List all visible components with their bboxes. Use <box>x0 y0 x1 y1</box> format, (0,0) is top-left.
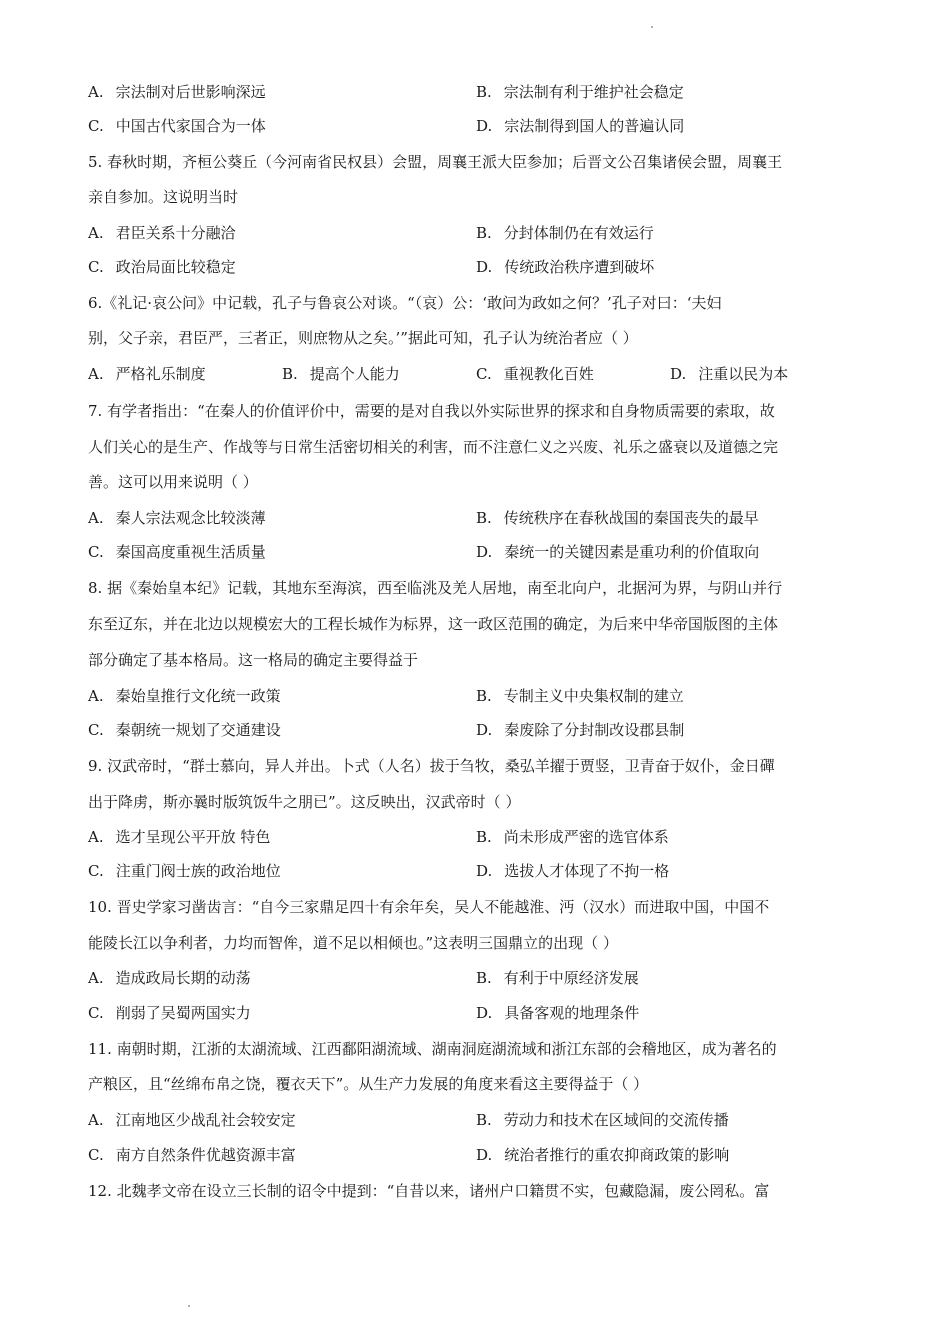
q10-option-d: D. 具备客观的地理条件 <box>476 1004 640 1022</box>
q11-option-a: A. 江南地区少战乱社会较安定 <box>88 1111 296 1129</box>
q7-option-d: D. 秦统一的关键因素是重功利的价值取向 <box>476 543 760 561</box>
q7-option-a: A. 秦人宗法观念比较淡薄 <box>88 509 266 527</box>
q8-stem-line-3: 部分确定了基本格局。这一格局的确定主要得益于 <box>88 651 419 669</box>
q7-option-c: C. 秦国高度重视生活质量 <box>88 543 266 561</box>
q10-option-a: A. 造成政局长期的动荡 <box>88 969 251 987</box>
q9-stem-line-1: 9. 汉武帝时，“群士慕向，异人并出。卜式（人名）拔于刍牧，桑弘羊擢于贾竖，卫青奋于奴仆，金日磾 <box>88 757 775 775</box>
q9-option-a: A. 选才呈现公平开放 特色 <box>88 828 271 846</box>
q8-option-a: A. 秦始皇推行文化统一政策 <box>88 687 281 705</box>
q4-option-d: D. 宗法制得到国人的普遍认同 <box>476 117 685 135</box>
scan-mark <box>188 1305 190 1307</box>
q11-option-b: B. 劳动力和技术在区域间的交流传播 <box>476 1111 729 1129</box>
q4-option-b: B. 宗法制有利于维护社会稳定 <box>476 83 684 101</box>
q8-option-c: C. 秦朝统一规划了交通建设 <box>88 721 281 739</box>
q9-option-b: B. 尚未形成严密的选官体系 <box>476 828 669 846</box>
q11-stem-line-2: 产粮区，且“丝绵布帛之饶，覆衣天下”。从生产力发展的角度来看这主要得益于（ ） <box>88 1075 649 1093</box>
q6-stem-line-1: 6.《礼记·哀公问》中记载，孔子与鲁哀公对谈。“（哀）公：‘敢问为政如之何？’孔子对曰：‘夫妇 <box>88 294 722 312</box>
q11-stem-line-1: 11. 南朝时期，江浙的太湖流域、江西鄱阳湖流域、湖南洞庭湖流域和浙江东部的会稽地区，成为著名的 <box>88 1040 777 1058</box>
q7-option-b: B. 传统秩序在春秋战国的秦国丧失的最早 <box>476 509 759 527</box>
q6-option-c: C. 重视教化百姓 <box>476 365 594 383</box>
q9-stem-line-2: 出于降虏，斯亦曩时版筑饭牛之朋已”。这反映出，汉武帝时（ ） <box>88 793 521 811</box>
q5-stem-line-1: 5. 春秋时期，齐桓公葵丘（今河南省民权县）会盟，周襄王派大臣参加；后晋文公召集诸侯会盟，周襄王 <box>88 153 783 171</box>
q12-stem-line-1: 12. 北魏孝文帝在设立三长制的诏令中提到：“自昔以来，诸州户口籍贯不实，包藏隐漏，废公罔私。富 <box>88 1182 770 1200</box>
q10-option-b: B. 有利于中原经济发展 <box>476 969 639 987</box>
q9-option-c: C. 注重门阀士族的政治地位 <box>88 862 281 880</box>
q11-option-d: D. 统治者推行的重农抑商政策的影响 <box>476 1146 730 1164</box>
q5-option-d: D. 传统政治秩序遭到破坏 <box>476 258 655 276</box>
q6-option-b: B. 提高个人能力 <box>282 365 400 383</box>
q9-option-d: D. 选拔人才体现了不拘一格 <box>476 862 670 880</box>
q4-option-c: C. 中国古代家国合为一体 <box>88 117 266 135</box>
q5-stem-line-2: 亲自参加。这说明当时 <box>88 188 239 206</box>
q11-option-c: C. 南方自然条件优越资源丰富 <box>88 1146 296 1164</box>
q6-option-d: D. 注重以民为本 <box>670 365 789 383</box>
q5-option-a: A. 君臣关系十分融洽 <box>88 224 236 242</box>
q5-option-b: B. 分封体制仍在有效运行 <box>476 224 654 242</box>
q8-stem-line-2: 东至辽东，并在北边以规模宏大的工程长城作为标界，这一政区范围的确定，为后来中华帝国版图的主体 <box>88 615 779 633</box>
q4-option-a: A. 宗法制对后世影响深远 <box>88 83 266 101</box>
scan-mark <box>651 26 653 28</box>
q8-stem-line-1: 8. 据《秦始皇本纪》记载，其地东至海滨，西至临洮及羌人居地，南至北向户，北据河为界，与阴山并行 <box>88 579 783 597</box>
q7-stem-line-3: 善。这可以用来说明（ ） <box>88 473 258 491</box>
q6-stem-line-2: 别，父子亲，君臣严，三者正，则庶物从之矣。’”据此可知，孔子认为统治者应（ ） <box>88 329 638 347</box>
q5-option-c: C. 政治局面比较稳定 <box>88 258 236 276</box>
q7-stem-line-1: 7. 有学者指出：“在秦人的价值评价中，需要的是对自我以外实际世界的探求和自身物质需要的索取，故 <box>88 402 775 420</box>
q10-stem-line-2: 能陵长江以争利者，力均而智侔，道不足以相倾也。”这表明三国鼎立的出现（ ） <box>88 934 618 952</box>
q8-option-d: D. 秦废除了分封制改设郡县制 <box>476 721 685 739</box>
q6-option-a: A. 严格礼乐制度 <box>88 365 206 383</box>
q10-option-c: C. 削弱了吴蜀两国实力 <box>88 1004 251 1022</box>
q8-option-b: B. 专制主义中央集权制的建立 <box>476 687 684 705</box>
q10-stem-line-1: 10. 晋史学家习凿齿言：“自今三家鼎足四十有余年矣，吴人不能越淮、沔（汉水）而进取中国，中国不 <box>88 898 770 916</box>
q7-stem-line-2: 人们关心的是生产、作战等与日常生活密切相关的利害，而不注意仁义之兴废、礼乐之盛衰以及道德之完 <box>88 438 779 456</box>
